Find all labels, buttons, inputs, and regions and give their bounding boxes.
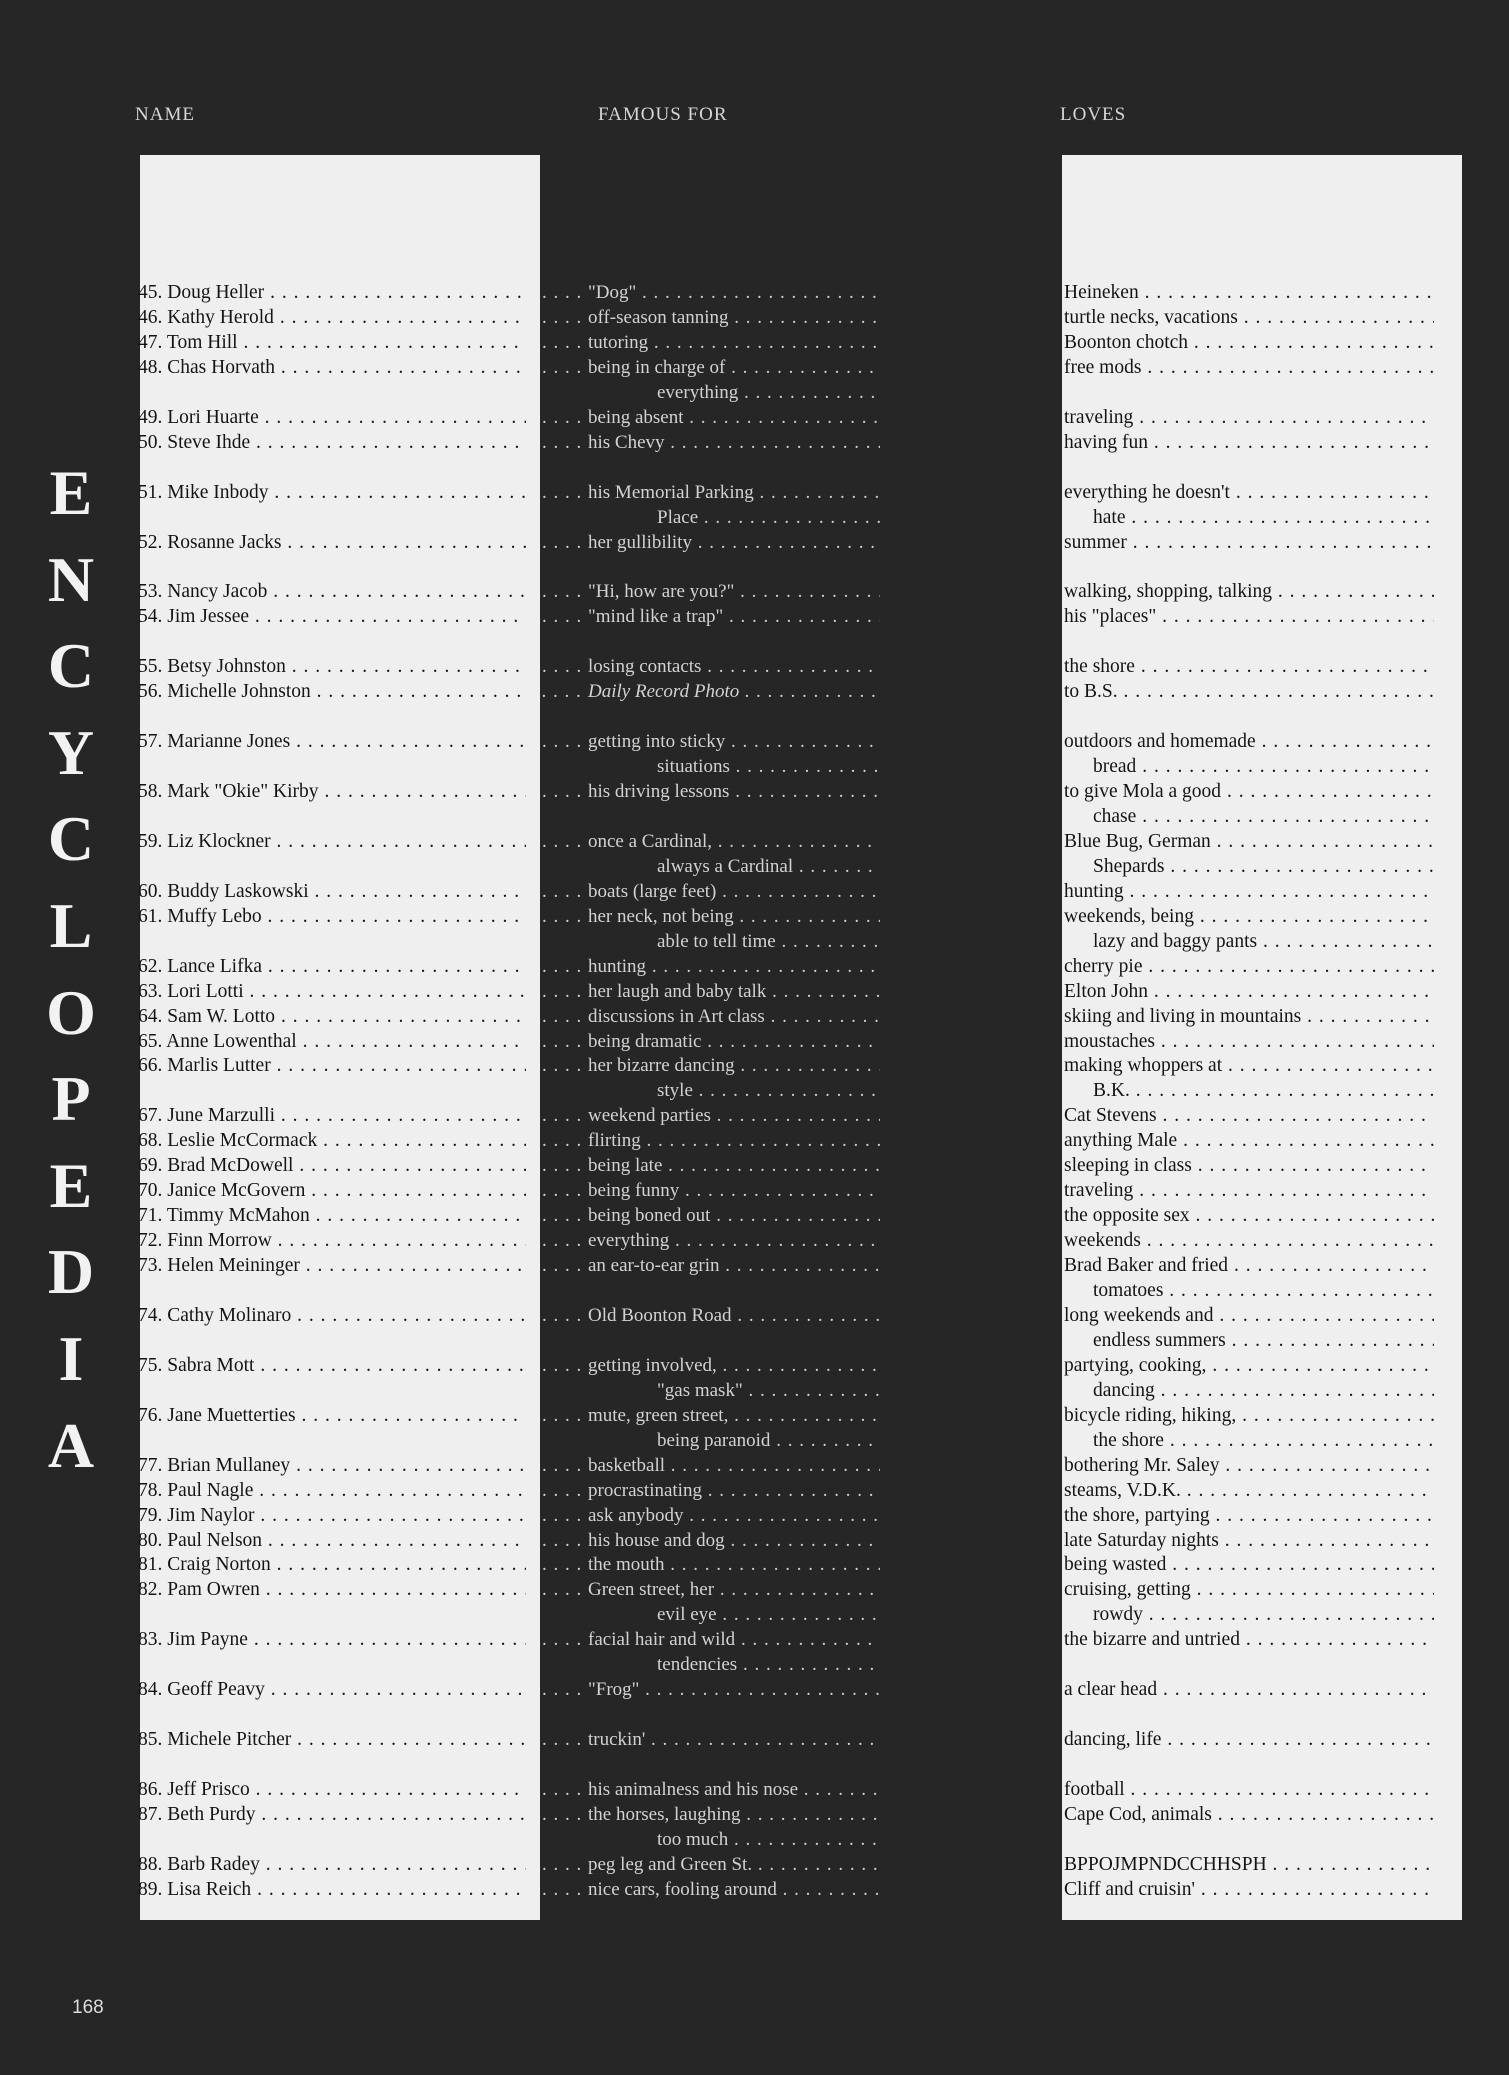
entry-name: 57. Marianne Jones . . . bbox=[138, 729, 526, 754]
entry-loves: Heineken . . . bbox=[1064, 280, 1434, 305]
entry-name: 61. Muffy Lebo . . . bbox=[138, 904, 526, 929]
entry-loves: cruising, getting . . . bbox=[1064, 1577, 1434, 1602]
column-header-loves: LOVES bbox=[1060, 104, 1127, 125]
entry-name: 51. Mike Inbody . . . bbox=[138, 480, 526, 505]
entry-famous-for: . . . . hunting . . . bbox=[542, 954, 880, 979]
entry-name: 58. Mark "Okie" Kirby . . . bbox=[138, 779, 526, 804]
entry-famous-for: "gas mask" . . . bbox=[542, 1378, 880, 1403]
entry-loves: making whoppers at . . . bbox=[1064, 1053, 1434, 1078]
entry-famous-for: . . . . nice cars, fooling around . . . bbox=[542, 1877, 880, 1902]
entry-famous-for: . . . . his house and dog . . . bbox=[542, 1528, 880, 1553]
entry-famous-for: . . . . Green street, her . . . bbox=[542, 1577, 880, 1602]
entry-name: 80. Paul Nelson . . . bbox=[138, 1528, 526, 1553]
entry-name: 56. Michelle Johnston . . . bbox=[138, 679, 526, 704]
title-letter: E bbox=[49, 457, 93, 528]
entry-name: 79. Jim Naylor . . . bbox=[138, 1503, 526, 1528]
title-letter: Y bbox=[47, 716, 95, 788]
entry-famous-for: . . . . an ear-to-ear grin . . . bbox=[542, 1253, 880, 1278]
entry-loves: Cat Stevens . . . bbox=[1064, 1103, 1434, 1128]
entry-loves: anything Male . . . bbox=[1064, 1128, 1434, 1153]
entry-name: 63. Lori Lotti . . . bbox=[138, 979, 526, 1004]
entry-loves: bicycle riding, hiking, . . . bbox=[1064, 1403, 1434, 1428]
entry-loves: Boonton chotch . . . bbox=[1064, 330, 1434, 355]
entry-name: 59. Liz Klockner . . . bbox=[138, 829, 526, 854]
entry-loves: long weekends and . . . bbox=[1064, 1303, 1434, 1328]
entry-loves: free mods . . . bbox=[1064, 355, 1434, 380]
entry-loves: bothering Mr. Saley . . . bbox=[1064, 1453, 1434, 1478]
entry-loves: outdoors and homemade . . . bbox=[1064, 729, 1434, 754]
column-header-name: NAME bbox=[135, 104, 195, 125]
entry-loves: endless summers . . . bbox=[1064, 1328, 1434, 1353]
entry-loves: chase . . . bbox=[1064, 804, 1434, 829]
entry-name: 77. Brian Mullaney . . . bbox=[138, 1453, 526, 1478]
entry-name: 48. Chas Horvath . . . bbox=[138, 355, 526, 380]
title-letter: L bbox=[49, 889, 93, 961]
entry-famous-for: . . . . losing contacts . . . bbox=[542, 654, 880, 679]
entry-loves: partying, cooking, . . . bbox=[1064, 1353, 1434, 1378]
entry-loves: walking, shopping, talking . . . bbox=[1064, 579, 1434, 604]
entry-famous-for: . . . . "Dog" . . . bbox=[542, 280, 880, 305]
entry-famous-for: . . . . being in charge of . . . bbox=[542, 355, 880, 380]
title-letter: C bbox=[47, 630, 95, 702]
entry-famous-for: . . . . tutoring . . . bbox=[542, 330, 880, 355]
entry-name: 64. Sam W. Lotto . . . bbox=[138, 1004, 526, 1029]
entry-famous-for: style . . . bbox=[542, 1078, 880, 1103]
column-header-famous-for: FAMOUS FOR bbox=[598, 104, 728, 125]
entry-famous-for: . . . . Old Boonton Road . . . bbox=[542, 1303, 880, 1328]
entry-name: 62. Lance Lifka . . . bbox=[138, 954, 526, 979]
entry-name: 53. Nancy Jacob . . . bbox=[138, 579, 526, 604]
entry-famous-for: too much . . . bbox=[542, 1827, 880, 1852]
entry-famous-for: . . . . "mind like a trap" . . . bbox=[542, 604, 880, 629]
entry-famous-for: . . . . being dramatic . . . bbox=[542, 1029, 880, 1054]
entry-famous-for: . . . . boats (large feet) . . . bbox=[542, 879, 880, 904]
entry-loves: to B.S. . . . bbox=[1064, 679, 1434, 704]
entry-famous-for: everything . . . bbox=[542, 380, 880, 405]
entry-name: 46. Kathy Herold . . . bbox=[138, 305, 526, 330]
entry-loves: summer . . . bbox=[1064, 530, 1434, 555]
entry-famous-for: . . . . the mouth . . . bbox=[542, 1552, 880, 1577]
entry-famous-for: tendencies . . . bbox=[542, 1652, 880, 1677]
entry-famous-for: situations . . . bbox=[542, 754, 880, 779]
entry-loves: hunting . . . bbox=[1064, 879, 1434, 904]
entry-famous-for: . . . . the horses, laughing . . . bbox=[542, 1802, 880, 1827]
entry-name: 75. Sabra Mott . . . bbox=[138, 1353, 526, 1378]
entry-famous-for: able to tell time . . . bbox=[542, 929, 880, 954]
entry-famous-for: evil eye . . . bbox=[542, 1602, 880, 1627]
entry-loves: dancing . . . bbox=[1064, 1378, 1434, 1403]
entry-name: 67. June Marzulli . . . bbox=[138, 1103, 526, 1128]
entry-loves: rowdy . . . bbox=[1064, 1602, 1434, 1627]
entry-famous-for: . . . . being funny . . . bbox=[542, 1178, 880, 1203]
encyclopedia-vertical-title bbox=[40, 450, 102, 1489]
entry-name: 45. Doug Heller . . . bbox=[138, 280, 526, 305]
title-letter: N bbox=[47, 543, 95, 615]
entry-loves: having fun . . . bbox=[1064, 430, 1434, 455]
entry-famous-for: . . . . facial hair and wild . . . bbox=[542, 1627, 880, 1652]
entry-name: 87. Beth Purdy . . . bbox=[138, 1802, 526, 1827]
entry-name: 70. Janice McGovern . . . bbox=[138, 1178, 526, 1203]
entry-famous-for: . . . . peg leg and Green St. . . . bbox=[542, 1852, 880, 1877]
entry-famous-for: . . . . getting involved, . . . bbox=[542, 1353, 880, 1378]
entry-name: 54. Jim Jessee . . . bbox=[138, 604, 526, 629]
entry-famous-for: Place . . . bbox=[542, 505, 880, 530]
title-letter: O bbox=[46, 976, 96, 1048]
entry-name: 84. Geoff Peavy . . . bbox=[138, 1677, 526, 1702]
entry-famous-for: . . . . being absent . . . bbox=[542, 405, 880, 430]
entry-famous-for: . . . . once a Cardinal, . . . bbox=[542, 829, 880, 854]
entry-name: 52. Rosanne Jacks . . . bbox=[138, 530, 526, 555]
entry-loves: cherry pie . . . bbox=[1064, 954, 1434, 979]
entry-famous-for: . . . . "Frog" . . . bbox=[542, 1677, 880, 1702]
entry-famous-for: . . . . off-season tanning . . . bbox=[542, 305, 880, 330]
entry-name: 69. Brad McDowell . . . bbox=[138, 1153, 526, 1178]
entry-loves: steams, V.D.K. . . . bbox=[1064, 1478, 1434, 1503]
entry-famous-for: . . . . her neck, not being . . . bbox=[542, 904, 880, 929]
entry-name: 82. Pam Owren . . . bbox=[138, 1577, 526, 1602]
entry-famous-for: . . . . his Memorial Parking . . . bbox=[542, 480, 880, 505]
entry-famous-for: always a Cardinal . . . bbox=[542, 854, 880, 879]
entry-loves: the shore . . . bbox=[1064, 1428, 1434, 1453]
entry-famous-for: . . . . her gullibility . . . bbox=[542, 530, 880, 555]
entry-famous-for: . . . . Daily Record Photo . . . bbox=[542, 679, 880, 704]
entry-loves: turtle necks, vacations . . . bbox=[1064, 305, 1434, 330]
entry-name: 55. Betsy Johnston . . . bbox=[138, 654, 526, 679]
entry-name: 86. Jeff Prisco . . . bbox=[138, 1777, 526, 1802]
title-letter: A bbox=[47, 1409, 95, 1481]
entry-loves: weekends . . . bbox=[1064, 1228, 1434, 1253]
entry-loves: traveling . . . bbox=[1064, 1178, 1434, 1203]
title-letter: D bbox=[47, 1236, 95, 1308]
title-letter: C bbox=[47, 803, 95, 875]
entry-famous-for: . . . . truckin' . . . bbox=[542, 1727, 880, 1752]
entry-loves: Elton John . . . bbox=[1064, 979, 1434, 1004]
entry-name: 60. Buddy Laskowski . . . bbox=[138, 879, 526, 904]
entry-name: 71. Timmy McMahon . . . bbox=[138, 1203, 526, 1228]
entry-famous-for: . . . . her laugh and baby talk . . . bbox=[542, 979, 880, 1004]
entry-loves: to give Mola a good . . . bbox=[1064, 779, 1434, 804]
entry-loves: dancing, life . . . bbox=[1064, 1727, 1434, 1752]
entry-name: 50. Steve Ihde . . . bbox=[138, 430, 526, 455]
entry-loves: Blue Bug, German . . . bbox=[1064, 829, 1434, 854]
entry-famous-for: . . . . his animalness and his nose . . . bbox=[542, 1777, 880, 1802]
entry-name: 65. Anne Lowenthal . . . bbox=[138, 1029, 526, 1054]
entry-famous-for: . . . . everything . . . bbox=[542, 1228, 880, 1253]
entry-famous-for: . . . . being boned out . . . bbox=[542, 1203, 880, 1228]
entry-loves: Shepards . . . bbox=[1064, 854, 1434, 879]
entry-famous-for: . . . . being late . . . bbox=[542, 1153, 880, 1178]
entry-loves: hate . . . bbox=[1064, 505, 1434, 530]
entry-famous-for: . . . . ask anybody . . . bbox=[542, 1503, 880, 1528]
entry-name: 66. Marlis Lutter . . . bbox=[138, 1053, 526, 1078]
entry-name: 76. Jane Muetterties . . . bbox=[138, 1403, 526, 1428]
entry-famous-for: . . . . mute, green street, . . . bbox=[542, 1403, 880, 1428]
entry-loves: Cliff and cruisin' . . . bbox=[1064, 1877, 1434, 1902]
entry-famous-for: . . . . procrastinating . . . bbox=[542, 1478, 880, 1503]
entry-loves: bread . . . bbox=[1064, 754, 1434, 779]
entry-loves: Cape Cod, animals . . . bbox=[1064, 1802, 1434, 1827]
entry-loves: lazy and baggy pants . . . bbox=[1064, 929, 1434, 954]
entry-name: 68. Leslie McCormack . . . bbox=[138, 1128, 526, 1153]
entry-loves: moustaches . . . bbox=[1064, 1029, 1434, 1054]
entry-name: 85. Michele Pitcher . . . bbox=[138, 1727, 526, 1752]
entry-name: 81. Craig Norton . . . bbox=[138, 1552, 526, 1577]
entry-loves: being wasted . . . bbox=[1064, 1552, 1434, 1577]
title-letter: I bbox=[58, 1322, 84, 1394]
entry-name: 78. Paul Nagle . . . bbox=[138, 1478, 526, 1503]
entry-famous-for: being paranoid . . . bbox=[542, 1428, 880, 1453]
entry-loves: the bizarre and untried . . . bbox=[1064, 1627, 1434, 1652]
entry-famous-for: . . . . weekend parties . . . bbox=[542, 1103, 880, 1128]
entry-name: 74. Cathy Molinaro . . . bbox=[138, 1303, 526, 1328]
entry-famous-for: . . . . flirting . . . bbox=[542, 1128, 880, 1153]
entry-loves: everything he doesn't . . . bbox=[1064, 480, 1434, 505]
entry-famous-for: . . . . her bizarre dancing . . . bbox=[542, 1053, 880, 1078]
entry-loves: the opposite sex . . . bbox=[1064, 1203, 1434, 1228]
entry-loves: tomatoes . . . bbox=[1064, 1278, 1434, 1303]
entry-loves: his "places" . . . bbox=[1064, 604, 1434, 629]
entry-famous-for: . . . . discussions in Art class . . . bbox=[542, 1004, 880, 1029]
entry-famous-for: . . . . his Chevy . . . bbox=[542, 430, 880, 455]
title-letter: P bbox=[51, 1063, 91, 1135]
entry-name: 72. Finn Morrow . . . bbox=[138, 1228, 526, 1253]
entry-famous-for: . . . . basketball . . . bbox=[542, 1453, 880, 1478]
entry-loves: football . . . bbox=[1064, 1777, 1434, 1802]
entry-name: 88. Barb Radey . . . bbox=[138, 1852, 526, 1877]
entry-name: 73. Helen Meininger . . . bbox=[138, 1253, 526, 1278]
entry-loves: late Saturday nights . . . bbox=[1064, 1528, 1434, 1553]
entry-loves: skiing and living in mountains . . . bbox=[1064, 1004, 1434, 1029]
entry-loves: B.K. . . . bbox=[1064, 1078, 1434, 1103]
entry-famous-for: . . . . "Hi, how are you?" . . . bbox=[542, 579, 880, 604]
entry-name: 89. Lisa Reich . . . bbox=[138, 1877, 526, 1902]
entry-loves: the shore, partying . . . bbox=[1064, 1503, 1434, 1528]
title-letter: E bbox=[49, 1149, 93, 1221]
entry-famous-for: . . . . getting into sticky . . . bbox=[542, 729, 880, 754]
entry-name: 47. Tom Hill . . . bbox=[138, 330, 526, 355]
entry-loves: traveling . . . bbox=[1064, 405, 1434, 430]
entry-name: 83. Jim Payne . . . bbox=[138, 1627, 526, 1652]
entry-name: 49. Lori Huarte . . . bbox=[138, 405, 526, 430]
entry-loves: Brad Baker and fried . . . bbox=[1064, 1253, 1434, 1278]
entry-famous-for: . . . . his driving lessons . . . bbox=[542, 779, 880, 804]
entry-loves: weekends, being . . . bbox=[1064, 904, 1434, 929]
entry-loves: a clear head . . . bbox=[1064, 1677, 1434, 1702]
entry-loves: BPPOJMPNDCCHHSPH . . . bbox=[1064, 1852, 1434, 1877]
entry-loves: sleeping in class . . . bbox=[1064, 1153, 1434, 1178]
page-number: 168 bbox=[72, 1997, 104, 2018]
entry-loves: the shore . . . bbox=[1064, 654, 1434, 679]
